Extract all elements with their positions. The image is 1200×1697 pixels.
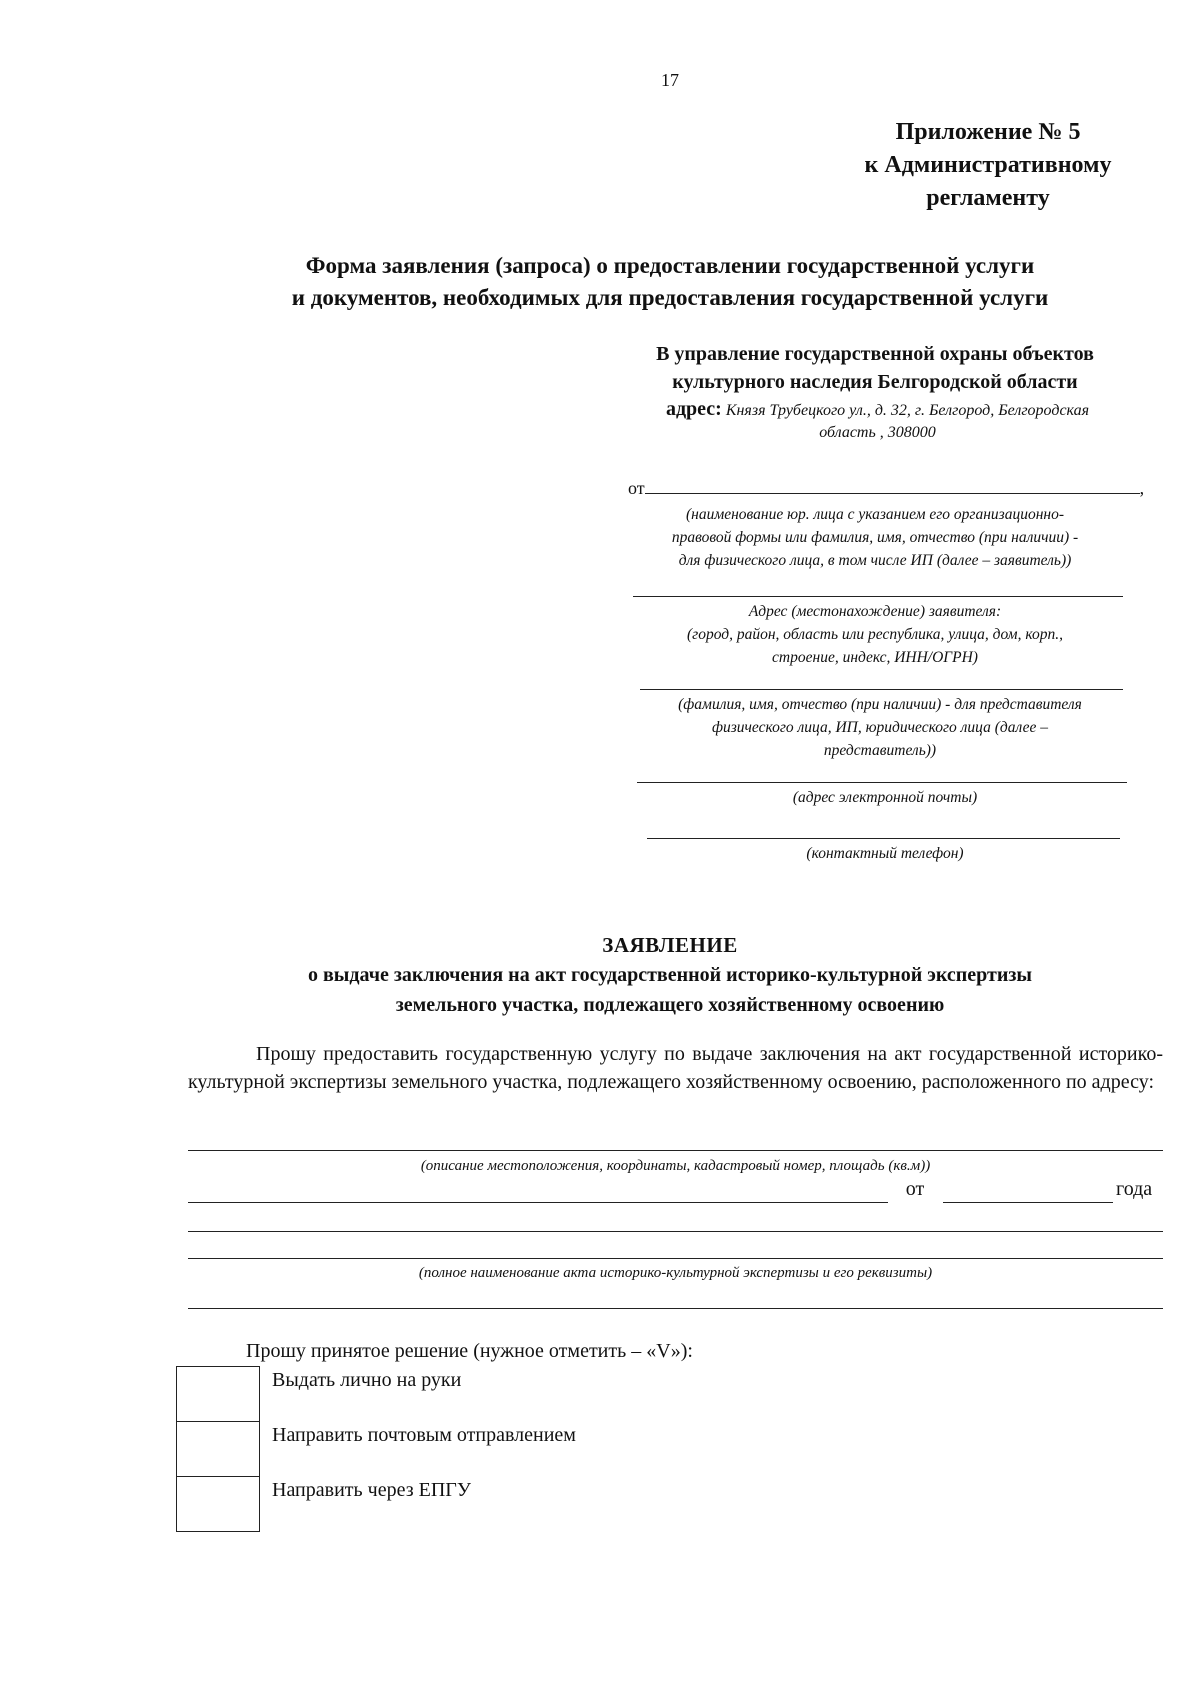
from-comma: , [1139, 478, 1145, 498]
act-date-row [188, 1178, 1163, 1206]
option-row [177, 1477, 577, 1532]
option-label-post: Направить почтовым отправлением [272, 1423, 576, 1446]
act-hint: (полное наименование акта историко-культурной экспертизы и его реквизиты) [418, 1265, 933, 1281]
recipient-address [590, 398, 1165, 444]
address-hint-line-1: Адрес (местонахождение) заявителя: [748, 603, 1002, 620]
representative-hint-line-3: представитель)) [823, 742, 937, 759]
from-line [628, 478, 1144, 499]
applicant-address-hint [600, 600, 1150, 669]
statement-body: Прошу предоставить государственную услугу по выдаче заключения на акт государственной историко-культурной экспертизы земельного участка, подлежащего хозяйственному освоению, расположенного по адресу: [188, 1043, 1163, 1093]
recipient-line-2: культурного наследия Белгородской области [672, 371, 1078, 393]
applicant-address-field[interactable] [633, 596, 1123, 597]
representative-hint-line-2: физического лица, ИП, юридического лица (далее – [711, 719, 1049, 736]
representative-hint-line-1: (фамилия, имя, отчество (при наличии) - для представителя [678, 696, 1082, 713]
form-title [190, 250, 1150, 314]
name-hint-line-1: (наименование юр. лица с указанием его организационно- [685, 506, 1064, 523]
email-field[interactable] [637, 782, 1127, 783]
address-value-2: область , 308000 [819, 424, 936, 441]
option-row [177, 1367, 577, 1422]
year-word: года [1116, 1178, 1153, 1200]
phone-hint: (контактный телефон) [806, 845, 964, 862]
name-hint-line-2: правовой формы или фамилия, имя, отчество (при наличии) - [671, 529, 1079, 546]
act-details-field-2[interactable] [188, 1258, 1163, 1259]
form-title-line-2: и документов, необходимых для предоставления государственной услуги [291, 285, 1049, 310]
appendix-line-3: регламенту [926, 185, 1050, 211]
applicant-name-hint [600, 503, 1150, 572]
location-field[interactable] [188, 1150, 1163, 1151]
email-hint: (адрес электронной почты) [792, 789, 978, 806]
statement-subtitle-1: о выдаче заключения на акт государственной историко-культурной экспертизы [307, 964, 1033, 986]
option-label-in-person: Выдать лично на руки [272, 1368, 462, 1391]
statement-title: ЗАЯВЛЕНИЕ [602, 933, 738, 957]
form-title-line-1: Форма заявления (запроса) о предоставлении государственной услуги [305, 253, 1035, 278]
address-hint-line-3: строение, индекс, ИНН/ОГРН) [772, 649, 978, 666]
option-label-epgu: Направить через ЕПГУ [272, 1478, 471, 1501]
option-checkbox-post[interactable] [177, 1422, 260, 1477]
act-number-field[interactable] [188, 1202, 888, 1203]
location-hint: (описание местоположения, координаты, кадастровый номер, площадь (кв.м)) [420, 1158, 931, 1174]
address-label: адрес: [665, 398, 722, 420]
address-value: Князя Трубецкого ул., д. 32, г. Белгород, Белгородская [725, 402, 1090, 419]
representative-field[interactable] [640, 689, 1123, 690]
act-details-field-3[interactable] [188, 1308, 1163, 1309]
option-checkbox-epgu[interactable] [177, 1477, 260, 1532]
decision-options [176, 1366, 577, 1532]
address-hint-line-2: (город, район, область или республика, улица, дом, корп., [686, 626, 1063, 643]
appendix-header [818, 116, 1158, 215]
appendix-line-2: к Административному [864, 152, 1112, 178]
representative-hint [600, 693, 1160, 762]
phone-field[interactable] [647, 838, 1120, 839]
page-number: 17 [661, 70, 679, 90]
act-from-word: от [905, 1178, 925, 1200]
applicant-name-field[interactable] [645, 479, 1140, 494]
from-label: от [628, 478, 645, 498]
statement-heading [200, 930, 1140, 1020]
recipient-block [590, 340, 1160, 396]
act-details-field-1[interactable] [188, 1231, 1163, 1232]
decision-prompt: Прошу принятое решение (нужное отметить – «V»): [246, 1340, 693, 1362]
act-date-field[interactable] [943, 1202, 1113, 1203]
option-checkbox-in-person[interactable] [177, 1367, 260, 1422]
statement-subtitle-2: земельного участка, подлежащего хозяйственному освоению [395, 994, 945, 1016]
recipient-line-1: В управление государственной охраны объектов [656, 343, 1094, 365]
appendix-line-1: Приложение № 5 [895, 119, 1081, 145]
option-row [177, 1422, 577, 1477]
name-hint-line-3: для физического лица, в том числе ИП (далее – заявитель)) [678, 552, 1072, 569]
